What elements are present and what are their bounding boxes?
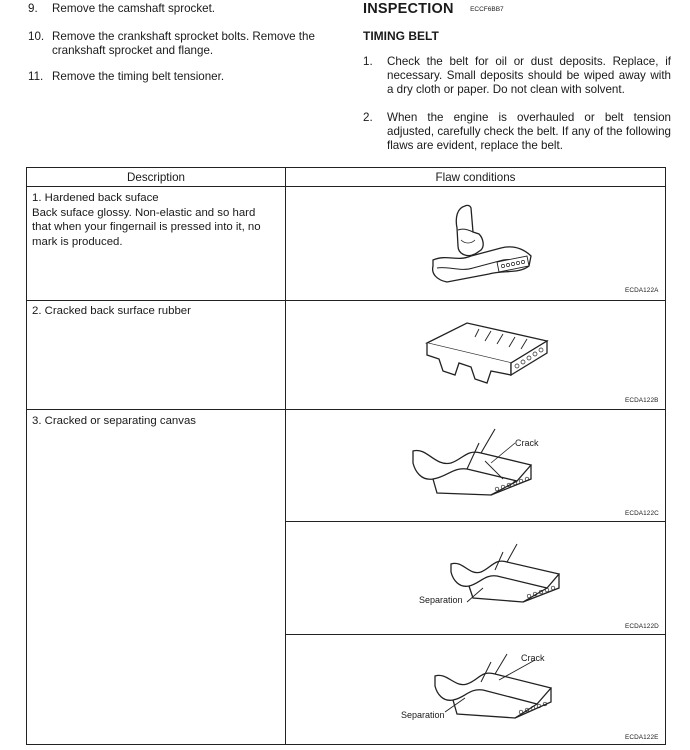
step-number: 2.	[363, 111, 373, 124]
step-text: Remove the camshaft sprocket.	[52, 2, 216, 15]
step-number: 9.	[28, 2, 38, 15]
row-2-description: 2. Cracked back surface rubber	[32, 305, 191, 317]
row-3-description: 3. Cracked or separating canvas	[32, 415, 196, 427]
step-text: Remove the crankshaft sprocket bolts. Remove the crankshaft sprocket and flange.	[52, 30, 315, 57]
row-title: 1. Hardened back suface	[32, 192, 159, 204]
step-number: 1.	[363, 55, 373, 68]
column-divider	[285, 168, 286, 744]
separating-canvas-illustration	[447, 540, 567, 610]
inspection-step-1	[363, 55, 671, 97]
figure-code: ECDA122D	[625, 623, 659, 630]
inspection-step-2	[363, 111, 671, 153]
figure-divider	[286, 521, 665, 522]
header-flaw-conditions: Flaw conditions	[435, 171, 516, 184]
separation-label: Separation	[401, 710, 445, 720]
header-description: Description	[127, 171, 185, 184]
timing-belt-heading: TIMING BELT	[363, 29, 439, 43]
inspection-heading	[363, 0, 504, 18]
step-number: 10.	[28, 30, 45, 43]
section-title: INSPECTION	[363, 1, 454, 17]
crack-label: Crack	[521, 653, 545, 663]
figure-code: ECDA122B	[625, 397, 659, 404]
cracked-canvas-illustration	[407, 423, 547, 503]
figure-code: ECDA122E	[625, 734, 659, 741]
step-9	[28, 2, 346, 16]
step-text: When the engine is overhauled or belt tension adjusted, carefully check the belt. If any of the following flaws are evident, replace the belt.	[387, 111, 671, 152]
section-code: ECCF6BB7	[470, 6, 504, 13]
figure-code: ECDA122C	[625, 510, 659, 517]
step-number: 11.	[28, 70, 44, 83]
hardened-belt-finger-illustration	[427, 204, 537, 284]
row-divider	[27, 300, 665, 301]
row-divider	[27, 409, 665, 410]
step-text: Check the belt for oil or dust deposits. Replace, if necessary. Small deposits should be wiped away with a dry cloth or paper. Do not clean with solvent.	[387, 55, 671, 96]
separation-label: Separation	[419, 595, 463, 605]
figure-code: ECDA122A	[625, 287, 659, 294]
crack-label: Crack	[515, 438, 539, 448]
row-detail: Back suface glossy. Non-elastic and so hard that when your fingernail is pressed into it, no mark is produced.	[32, 206, 261, 248]
cracked-back-surface-illustration	[419, 313, 559, 393]
header-divider	[27, 186, 665, 187]
step-10	[28, 30, 346, 58]
flaw-table	[26, 167, 666, 745]
step-11	[28, 70, 346, 84]
figure-divider	[286, 634, 665, 635]
row-1-description	[32, 191, 277, 249]
step-text: Remove the timing belt tensioner.	[52, 70, 225, 83]
